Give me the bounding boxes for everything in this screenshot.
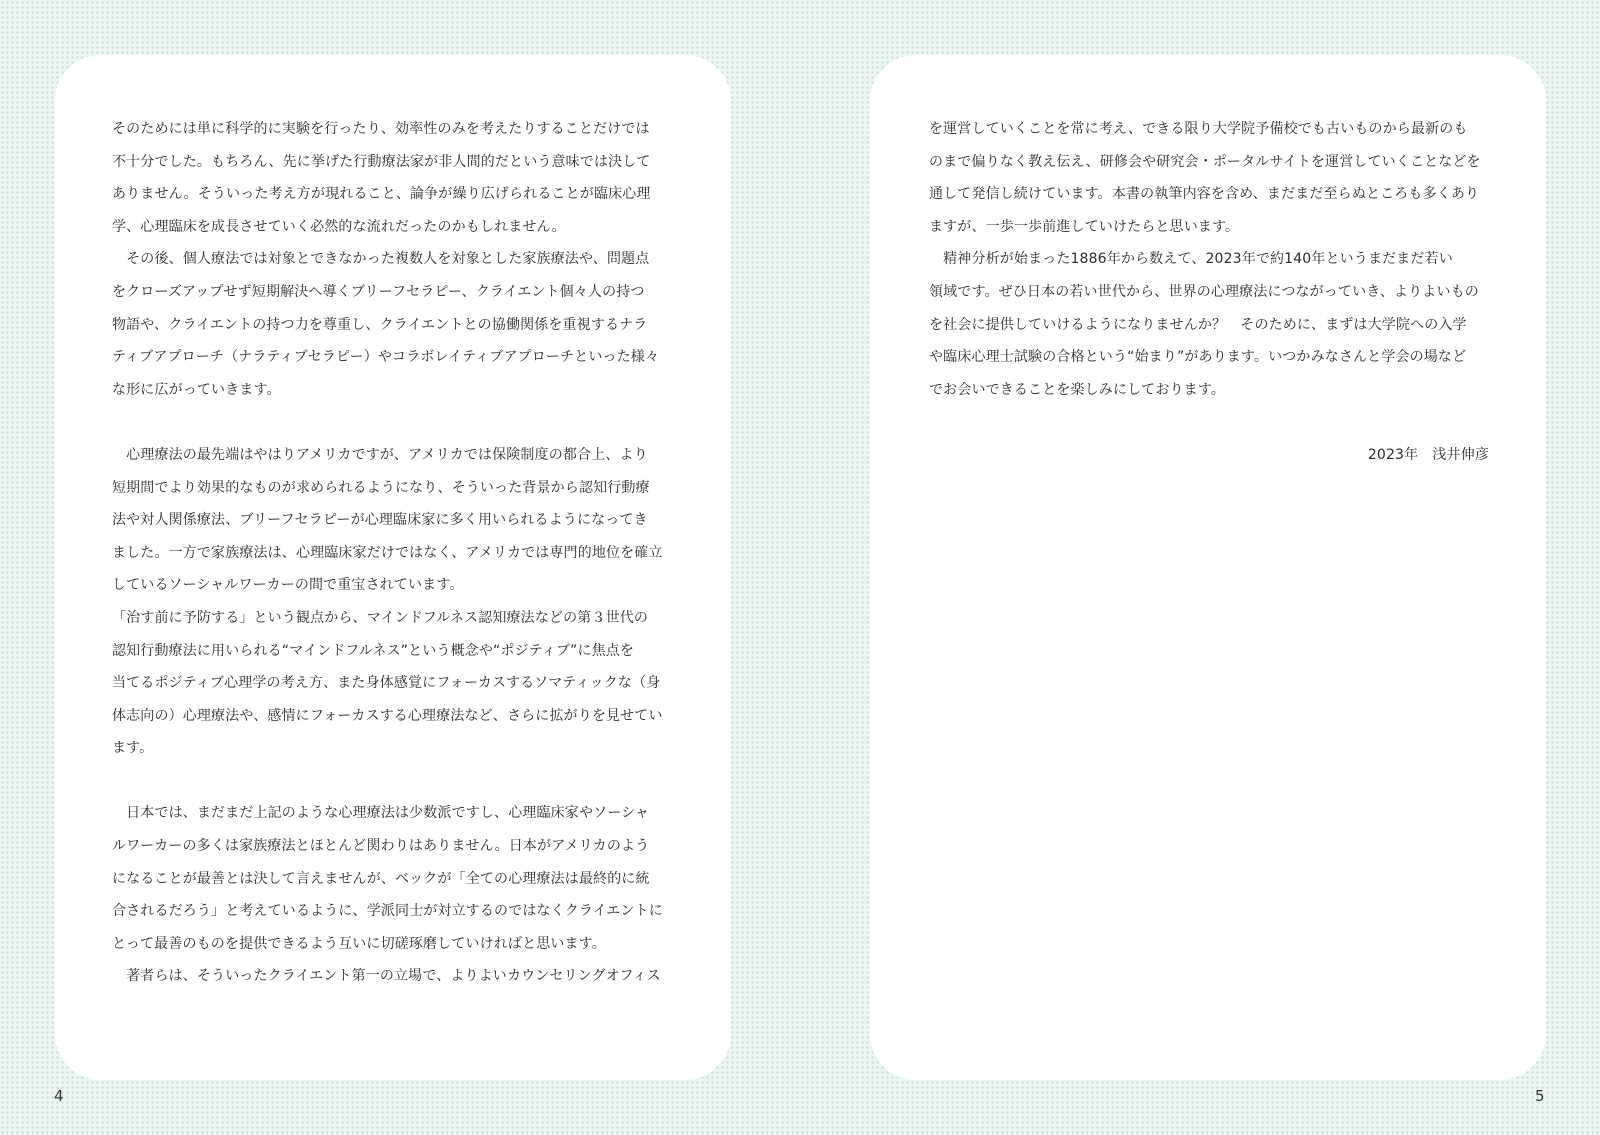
body-line: 精神分析が始まった1886年から数えて、2023年で約140年というまだまだ若い: [929, 251, 1453, 268]
body-line: 著者らは、そういったクライエント第一の立場で、よりよいカウンセリングオフィス: [112, 968, 661, 985]
body-line: のまで偏りなく教え伝え、研修会や研究会・ポータルサイトを運営していくことなどを: [929, 153, 1481, 170]
body-line: 「治す前に予防する」という観点から、マインドフルネス認知療法などの第３世代の: [112, 609, 649, 626]
paragraph-spacer: [112, 406, 672, 439]
body-line: ました。一方で家族療法は、心理臨床家だけではなく、アメリカでは専門的地位を確立: [112, 544, 663, 561]
body-line: しているソーシャルワーカーの間で重宝されています。: [112, 577, 464, 594]
body-line: 合されるだろう」と考えているように、学派同士が対立するのではなくクライエントに: [112, 903, 663, 920]
body-line: 法や対人関係療法、ブリーフセラピーが心理臨床家に多く用いられるようになってき: [112, 512, 648, 529]
body-line: 不十分でした。もちろん、先に挙げた行動療法家が非人間的だという意味では決して: [112, 153, 651, 170]
page-number-left: 4: [54, 1087, 64, 1105]
body-line: ます。: [112, 740, 154, 757]
body-line: その後、個人療法では対象とできなかった複数人を対象とした家族療法や、問題点: [112, 251, 650, 268]
author-signature: 2023年 浅井伸彦: [1367, 446, 1489, 463]
body-line: を社会に提供していけるようになりませんか？ そのために、まずは大学院への入学: [929, 316, 1467, 333]
body-line: そのためには単に科学的に実験を行ったり、効率性のみを考えたりすることだけでは: [112, 121, 650, 137]
body-line: 日本では、まだまだ上記のような心理療法は少数派ですし、心理臨床家やソーシャ: [112, 805, 650, 822]
left-page-body: [112, 113, 672, 993]
body-line: 短期間でより効果的なものが求められるようになり、そういった背景から認知行動療: [112, 479, 650, 496]
body-line: ルワーカーの多くは家族療法とほとんど関わりはありません。日本がアメリカのよう: [112, 838, 650, 855]
body-line: になることが最善とは決して言えませんが、ベックが「全ての心理療法は最終的に統: [112, 870, 650, 887]
body-line: ティブアプローチ（ナラティブセラピー）やコラボレイティブアプローチといった様々: [112, 349, 660, 366]
paragraph-spacer: [112, 765, 672, 798]
body-line: ますが、一歩一歩前進していけたらと思います。: [929, 218, 1240, 235]
body-line: 認知行動療法に用いられる“マインドフルネス”という概念や“ポジティブ”に焦点を: [112, 642, 635, 659]
body-line: な形に広がっていきます。: [112, 381, 281, 398]
body-line: を運営していくことを常に考え、できる限り大学院予備校でも古いものから最新のも: [929, 121, 1468, 137]
paragraph-spacer: [929, 406, 1489, 439]
body-line: 領域です。ぜひ日本の若い世代から、世界の心理療法につながっていき、よりよいもの: [929, 283, 1479, 300]
body-line: 当てるポジティブ心理学の考え方、また身体感覚にフォーカスするソマティックな（身: [112, 675, 661, 692]
right-page-body: [929, 113, 1489, 472]
body-line: 通して発信し続けています。本書の執筆内容を含め、まだまだ至らぬところも多くあり: [929, 186, 1480, 203]
body-line: 物語や、クライエントの持つ力を尊重し、クライエントとの協働関係を重視するナラ: [112, 316, 648, 333]
page-number-right: 5: [1535, 1087, 1545, 1105]
body-line: をクローズアップせず短期解決へ導くブリーフセラピー、クライエント個々人の持つ: [112, 283, 645, 300]
body-line: 体志向の）心理療法や、感情にフォーカスする心理療法など、さらに拡がりを見せてい: [112, 707, 663, 724]
body-line: ありません。そういった考え方が現れること、論争が繰り広げられることが臨床心理: [112, 186, 651, 203]
body-line: 学、心理臨床を成長させていく必然的な流れだったのかもしれません。: [112, 218, 566, 235]
body-line: とって最善のものを提供できるよう互いに切磋琢磨していければと思います。: [112, 935, 606, 952]
body-line: や臨床心理士試験の合格という“始まり”があります。いつかみなさんと学会の場など: [929, 349, 1467, 366]
body-line: 心理療法の最先端はやはりアメリカですが、アメリカでは保険制度の都合上、より: [112, 446, 648, 463]
body-line: でお会いできることを楽しみにしております。: [929, 381, 1226, 398]
